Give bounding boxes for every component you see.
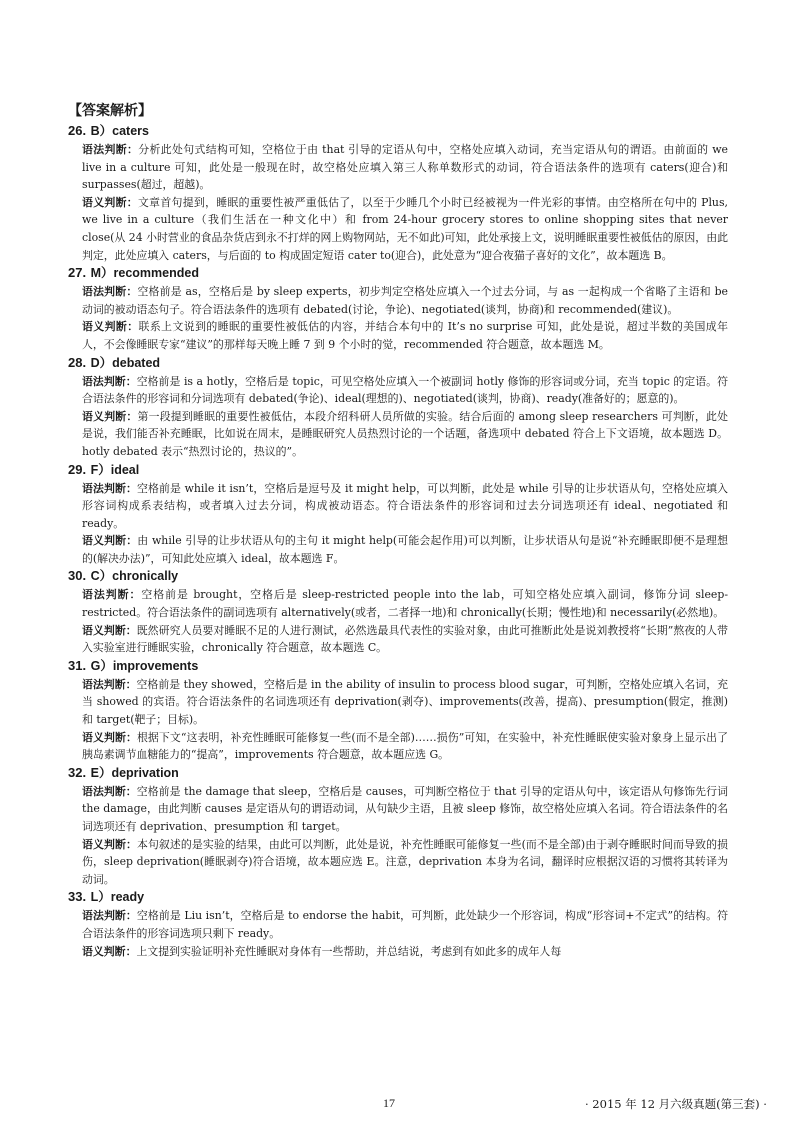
analysis-paragraph bbox=[82, 373, 728, 408]
question-title bbox=[68, 461, 728, 480]
paragraph-label: 语义判断： bbox=[82, 320, 139, 334]
analysis-paragraph bbox=[82, 907, 728, 942]
paragraph-label: 语义判断： bbox=[82, 730, 137, 744]
question-number: 32. bbox=[68, 764, 87, 780]
analysis-paragraph bbox=[82, 676, 728, 729]
question-number: 27. bbox=[68, 265, 87, 281]
answer-analysis bbox=[68, 101, 728, 960]
question-number: 26. bbox=[68, 123, 87, 138]
paragraph-text: 联系上文说到的睡眠的重要性被低估的内容，并结合本句中的 It’s no surprise 可知，此处是说，超过半数的美国成年人，不会像睡眠专家“建议”的那样每天晚上睡 7 到 9 个小时的觉，recommended 符合题意，故本题选 M。 bbox=[82, 320, 728, 351]
question-answer: B）caters bbox=[90, 124, 149, 138]
paragraph-text: 既然研究人员要对睡眠不足的人进行测试，必然选最具代表性的实验对象，由此可推断此处是说刘教授将“长期”熬夜的人带入实验室进行睡眠实验，chronically 符合题意，故本题选 C。 bbox=[82, 623, 728, 655]
question-number: 29. bbox=[68, 461, 87, 477]
paragraph-text: 空格前是 while it isn’t，空格后是逗号及 it might help，可以判断，此处是 while 引导的让步状语从句，空格处应填入形容词构成系表结构，或者填入过去分词，构成被动语态。符合语法条件的形容词和过去分词选项还有 ideal、negotiated 和 ready。 bbox=[82, 481, 728, 530]
paragraph-label: 语法判断： bbox=[82, 481, 138, 495]
paragraph-label: 语法判断： bbox=[82, 909, 137, 923]
question-block bbox=[68, 264, 728, 353]
analysis-paragraph bbox=[82, 480, 728, 533]
paragraph-text: 空格前是 as，空格后是 by sleep experts，初步判定空格处应填入一个过去分词，与 as 一起构成一个省略了主语和 be 动词的被动语态句子。符合语法条件的选项有 debated(讨论，争论)、negotiated(谈判，协商)和 recommended(建议)。 bbox=[82, 285, 728, 316]
page-number: 17 bbox=[383, 1096, 395, 1110]
question-number: 30. bbox=[68, 568, 87, 584]
question-title bbox=[68, 657, 728, 676]
analysis-paragraph bbox=[82, 141, 728, 194]
paragraph-label: 语义判断： bbox=[82, 944, 137, 958]
question-answer: M）recommended bbox=[90, 266, 199, 281]
section-header: 【答案解析】 bbox=[68, 103, 152, 119]
question-block bbox=[68, 764, 728, 889]
paragraph-text: 由 while 引导的让步状语从句的主句 it might help(可能会起作用)可以判断，让步状语从句是说“补充睡眠即便不是理想的(解决办法)”，可知此处应填入 ideal，故本题选 F。 bbox=[82, 534, 728, 565]
question-number: 31. bbox=[68, 657, 87, 673]
question-answer: C）chronically bbox=[90, 569, 179, 584]
paragraph-label: 语义判断： bbox=[82, 409, 138, 423]
analysis-paragraph bbox=[82, 943, 728, 961]
analysis-paragraph bbox=[82, 586, 728, 621]
question-answer: D）debated bbox=[90, 355, 161, 370]
analysis-paragraph bbox=[82, 408, 728, 461]
question-block bbox=[68, 354, 728, 461]
question-title bbox=[68, 354, 728, 373]
question-block bbox=[68, 888, 728, 960]
analysis-paragraph bbox=[82, 729, 728, 764]
paragraph-text: 根据下文“这表明，补充性睡眠可能修复一些(而不是全部)……损伤”可知，在实验中，补充性睡眠使实验对象身上显示出了胰岛素调节血糖能力的“提高”，improvements 符合题意，故本题应选 G。 bbox=[82, 730, 728, 762]
exam-title: · 2015 年 12 月六级真题(第三套) · bbox=[585, 1097, 767, 1111]
question-title bbox=[68, 122, 728, 141]
question-number: 33. bbox=[68, 889, 87, 905]
paragraph-text: 空格前是 is a hotly，空格后是 topic，可见空格处应填入一个被副词 hotly 修饰的形容词或分词，充当 topic 的定语。符合语法条件的形容词和分词选项有 debated(争论)、ideal(理想的)、negotiated(谈判，协商)、ready(准备好的；愿意的)。 bbox=[82, 374, 728, 406]
question-title bbox=[68, 888, 728, 907]
analysis-paragraph bbox=[82, 194, 728, 264]
paragraph-label: 语法判断： bbox=[82, 784, 137, 798]
question-block bbox=[68, 461, 728, 568]
paragraph-text: 分析此处句式结构可知，空格位于由 that 引导的定语从句中，空格处应填入动词，充当定语从句的谓语。由前面的 we live in a culture 可知，此处是一般现在时，故空格处应填入第三人称单数形式的动词，符合语法条件的选项有 caters(迎合)和 surpasses(超过，超越)。 bbox=[82, 143, 728, 192]
paragraph-label: 语法判断： bbox=[82, 143, 139, 156]
question-title bbox=[68, 567, 728, 586]
analysis-paragraph bbox=[82, 783, 728, 836]
paragraph-text: 空格前是 the damage that sleep，空格后是 causes，可判断空格位于 that 引导的定语从句中，该定语从句修饰先行词 the damage，由此判断 causes 是定语从句的谓语动词，从句缺少主语，且被 sleep 修饰，故空格处应填入名词。符合语法条件的名词选项还有 deprivation、presumption 和 target。 bbox=[82, 784, 728, 833]
analysis-paragraph bbox=[82, 283, 728, 318]
question-block bbox=[68, 567, 728, 656]
paragraph-label: 语法判断： bbox=[82, 374, 137, 388]
paragraph-text: 上文提到实验证明补充性睡眠对身体有一些帮助，并总结说，考虑到有如此多的成年人每 bbox=[136, 944, 562, 958]
question-answer: F）ideal bbox=[90, 462, 140, 477]
paragraph-text: 空格前是 they showed，空格后是 in the ability of insulin to process blood sugar，可判断，空格处应填入名词，充当 showed 的宾语。符合语法条件的名词选项还有 deprivation(剥夺)、improvements(改善，提高)、presumption(假定，推测)和 target(靶子；目标)。 bbox=[82, 677, 728, 727]
page-footer bbox=[0, 1096, 800, 1116]
analysis-paragraph bbox=[82, 532, 728, 567]
analysis-paragraph bbox=[82, 622, 728, 657]
question-block bbox=[68, 657, 728, 764]
question-answer: G）improvements bbox=[90, 658, 199, 673]
paragraph-text: 第一段提到睡眠的重要性被低估，本段介绍科研人员所做的实验。结合后面的 among sleep researchers 可判断，此处是说，我们能否补充睡眠，比如说在周末，是睡眠研究人员热烈讨论的一个话题，备选项中 debated 符合上下文语境，故本题选 D。hotly debated 表示“热烈讨论的，热议的”。 bbox=[82, 409, 728, 458]
paragraph-text: 本句叙述的是实验的结果，由此可以判断，此处是说，补充性睡眠可能修复一些(而不是全部)由于剥夺睡眠时间而导致的损伤，sleep deprivation(睡眠剥夺)符合语境，故本题应选 E。注意，deprivation 本身为名词，翻译时应根据汉语的习惯将其转译为动词。 bbox=[82, 837, 728, 886]
paragraph-label: 语法判断： bbox=[82, 677, 137, 691]
paragraph-label: 语法判断： bbox=[82, 588, 142, 602]
paragraph-label: 语义判断： bbox=[82, 623, 137, 637]
paragraph-label: 语义判断： bbox=[82, 195, 138, 209]
question-answer: E）deprivation bbox=[90, 765, 179, 780]
paragraph-label: 语法判断： bbox=[82, 285, 138, 299]
question-number: 28. bbox=[68, 354, 87, 370]
question-title bbox=[68, 764, 728, 783]
paragraph-text: 空格前是 Liu isn’t，空格后是 to endorse the habit，可判断，此处缺少一个形容词，构成“形容词+不定式”的结构。符合语法条件的形容词选项只剩下 ready。 bbox=[82, 909, 728, 940]
question-list bbox=[68, 122, 728, 960]
paragraph-label: 语义判断： bbox=[82, 534, 138, 548]
paragraph-label: 语义判断： bbox=[82, 837, 137, 851]
paragraph-text: 文章首句提到，睡眠的重要性被严重低估了，以至于少睡几个小时已经被视为一件光彩的事情。由空格所在句中的 Plus, we live in a culture（我们生活在一种文化中）和 from 24-hour grocery stores to online shopping sites that never close(从 24 小时营业的食品杂货店到永不打烊的网上购物网站，无不如此)可知，此处承接上文，说明睡眠重要性被低估的原因，由此判定，此处应填入 caters，与后面的 to 构成固定短语 cater to(迎合)，此处意为“迎合夜猫子喜好的文化”，故本题选 B。 bbox=[82, 195, 728, 262]
question-block bbox=[68, 122, 728, 264]
paragraph-text: 空格前是 brought，空格后是 sleep-restricted people into the lab，可知空格处应填入副词，修饰分词 sleep-restricted。符合语法条件的副词选项有 alternatively(或者，二者择一地)和 chronically(长期；慢性地)和 necessarily(必然地)。 bbox=[82, 588, 728, 620]
question-title bbox=[68, 264, 728, 283]
analysis-paragraph bbox=[82, 318, 728, 353]
analysis-paragraph bbox=[82, 836, 728, 889]
question-answer: L）ready bbox=[90, 890, 145, 905]
